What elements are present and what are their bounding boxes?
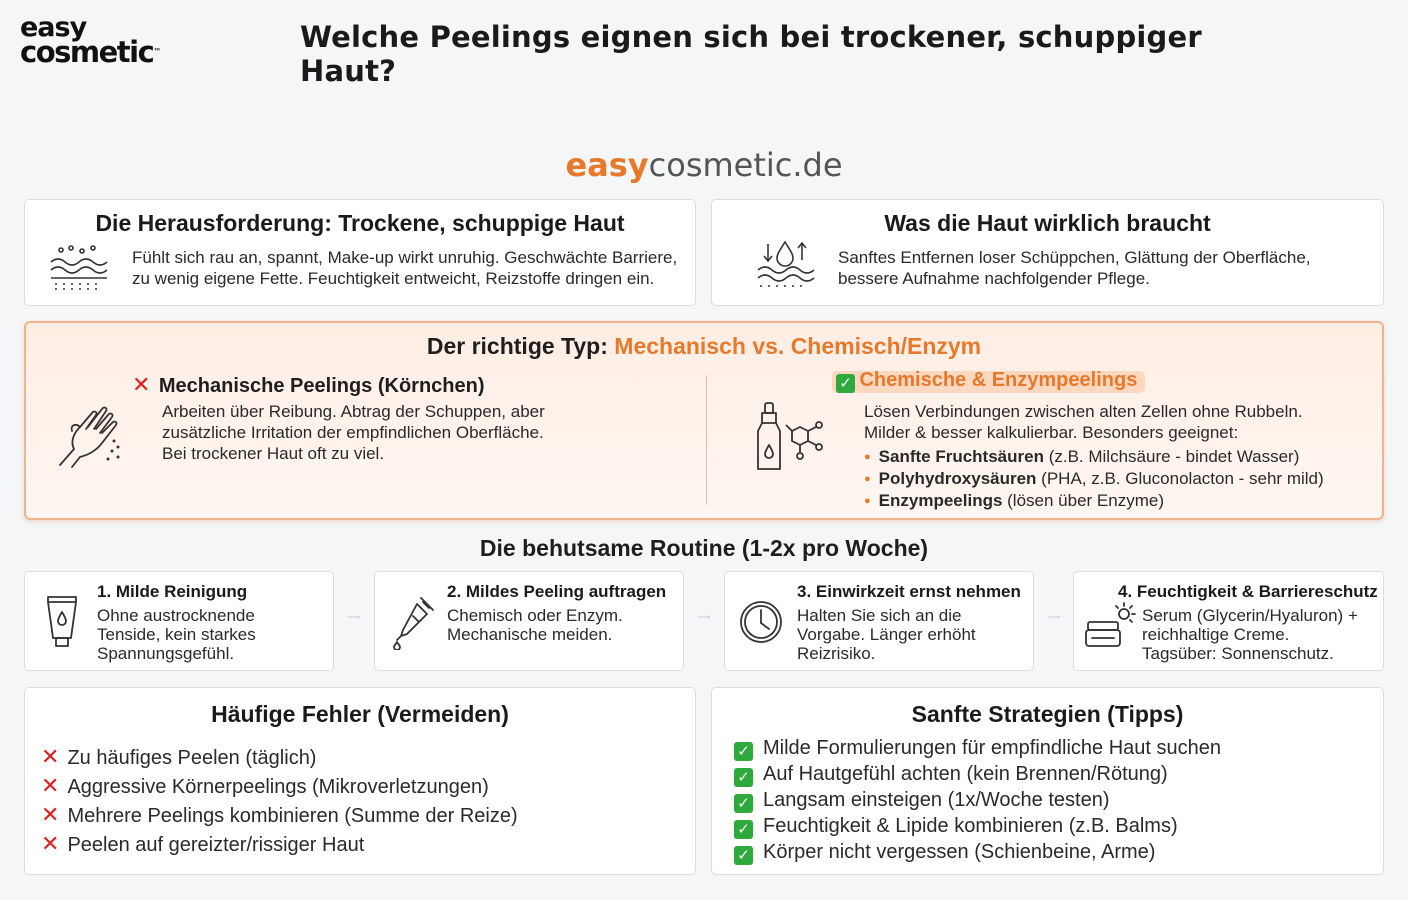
check-icon: ✓ <box>734 794 753 813</box>
step-title: 4. Feuchtigkeit & Barriereschutz <box>1118 582 1378 601</box>
list-item: ✓ Langsam einsteigen (1x/Woche testen) <box>734 787 1221 813</box>
step-text: Ohne austrocknende <box>97 606 255 625</box>
step-text: Reizrisiko. <box>797 644 876 663</box>
cross-icon: ✕ <box>41 773 60 798</box>
step-text: Vorgabe. Länger erhöht <box>797 625 976 644</box>
site-url: easycosmetic.de <box>565 146 843 184</box>
list-item: ✓ Auf Hautgefühl achten (kein Brennen/Rötung) <box>734 761 1221 787</box>
tips-list <box>734 735 1221 865</box>
step-text: Mechanische meiden. <box>447 625 613 644</box>
type-heading: Der richtige Typ: Mechanisch vs. Chemisch/Enzym <box>426 333 982 359</box>
list-item: ✓ Milde Formulierungen für empfindliche Haut suchen <box>734 735 1221 761</box>
tips-card <box>711 687 1384 875</box>
hydration-drop-icon <box>754 238 816 292</box>
list-item: ● Sanfte Fruchtsäuren (z.B. Milchsäure - bindet Wasser) <box>864 446 1324 468</box>
mechanical-text-1: Arbeiten über Reibung. Abtrag der Schuppen, aber <box>162 402 545 421</box>
routine-step-4 <box>1073 571 1384 671</box>
step-text: Tenside, kein starkes <box>97 625 256 644</box>
list-item: ✕ Zu häufiges Peelen (täglich) <box>41 744 317 769</box>
mistakes-heading: Häufige Fehler (Vermeiden) <box>211 701 509 727</box>
cross-icon: ✕ <box>41 744 60 769</box>
list-item: ✓ Körper nicht vergessen (Schienbeine, Arme) <box>734 839 1221 865</box>
chemical-text-2: Milder & besser kalkulierbar. Besonders geeignet: <box>864 423 1239 442</box>
step-title: 1. Milde Reinigung <box>97 582 248 601</box>
chemical-bullets <box>864 446 1324 512</box>
mechanical-text-3: Bei trockener Haut oft zu viel. <box>162 444 385 463</box>
logo-line-2: cosmetic™ <box>20 35 162 69</box>
step-text: reichhaltige Creme. <box>1142 625 1290 644</box>
needs-text-1: Sanftes Entfernen loser Schüppchen, Glättung der Oberfläche, <box>838 248 1311 267</box>
list-item: ✕ Peelen auf gereizter/rissiger Haut <box>41 831 365 856</box>
check-icon: ✓ <box>734 768 753 787</box>
challenge-text-1: Fühlt sich rau an, spannt, Make-up wirkt unruhig. Geschwächte Barriere, <box>132 248 678 267</box>
arrow-right-icon <box>334 615 374 619</box>
list-item: ● Enzympeelings (lösen über Enzyme) <box>864 490 1324 512</box>
check-icon: ✓ <box>836 374 855 393</box>
chemical-title: ✓ Chemische & Enzympeelings <box>832 369 1145 393</box>
routine-step-3 <box>724 571 1034 671</box>
type-divider <box>706 375 707 505</box>
dropper-icon <box>391 594 439 650</box>
cream-jar-sun-icon <box>1084 602 1140 648</box>
step-text: Spannungsgefühl. <box>97 644 235 663</box>
challenge-card <box>24 199 696 306</box>
tips-heading: Sanfte Strategien (Tipps) <box>911 701 1184 727</box>
routine-step-2 <box>374 571 684 671</box>
list-item: ✕ Aggressive Körnerpeelings (Mikroverletzungen) <box>41 773 489 798</box>
cross-icon: ✕ <box>41 802 60 827</box>
page-title: Welche Peelings eignen sich bei trockener, schuppiger Haut? <box>300 20 1202 88</box>
list-item: ✕ Mehrere Peelings kombinieren (Summe der Reize) <box>41 802 518 827</box>
clock-icon <box>737 598 785 646</box>
brand-logo <box>20 12 162 69</box>
check-icon: ✓ <box>734 846 753 865</box>
needs-heading: Was die Haut wirklich braucht <box>884 210 1211 236</box>
arrow-right-icon <box>1034 615 1074 619</box>
step-text: Tagsüber: Sonnenschutz. <box>1142 644 1334 663</box>
cross-icon: ✕ <box>132 372 151 397</box>
list-item: ✓ Feuchtigkeit & Lipide kombinieren (z.B. Balms) <box>734 813 1221 839</box>
list-item: ● Polyhydroxysäuren (PHA, z.B. Gluconolacton - sehr mild) <box>864 468 1324 490</box>
step-text: Chemisch oder Enzym. <box>447 606 623 625</box>
mistakes-card <box>24 687 696 875</box>
skin-layers-icon <box>49 244 109 292</box>
needs-text-2: bessere Aufnahme nachfolgender Pflege. <box>838 269 1150 288</box>
dropper-bottle-icon <box>752 401 828 473</box>
cross-icon: ✕ <box>41 831 60 856</box>
mistakes-list <box>41 743 518 859</box>
challenge-text-2: zu wenig eigene Fette. Feuchtigkeit entweicht, Reizstoffe dringen ein. <box>132 269 655 288</box>
check-icon: ✓ <box>734 820 753 839</box>
arrow-right-icon <box>684 615 724 619</box>
needs-card <box>711 199 1384 306</box>
step-title: 2. Mildes Peeling auftragen <box>447 582 667 601</box>
routine-title: Die behutsame Routine (1-2x pro Woche) <box>479 535 929 561</box>
challenge-heading: Die Herausforderung: Trockene, schuppige Haut <box>95 210 625 236</box>
logo-line-1: easy <box>20 12 87 43</box>
step-title: 3. Einwirkzeit ernst nehmen <box>797 582 1021 601</box>
check-icon: ✓ <box>734 742 753 761</box>
chemical-text-1: Lösen Verbindungen zwischen alten Zellen ohne Rubbeln. <box>864 402 1303 421</box>
routine-step-1 <box>24 571 334 671</box>
hand-rubbing-icon <box>52 401 124 473</box>
mechanical-title: ✕ Mechanische Peelings (Körnchen) <box>132 372 485 397</box>
step-text: Serum (Glycerin/Hyaluron) + <box>1142 606 1358 625</box>
mechanical-text-2: zusätzliche Irritation der empfindlichen Oberfläche. <box>162 423 544 442</box>
step-text: Halten Sie sich an die <box>797 606 962 625</box>
cleanser-tube-icon <box>45 594 79 650</box>
peeling-type-panel <box>24 321 1384 520</box>
